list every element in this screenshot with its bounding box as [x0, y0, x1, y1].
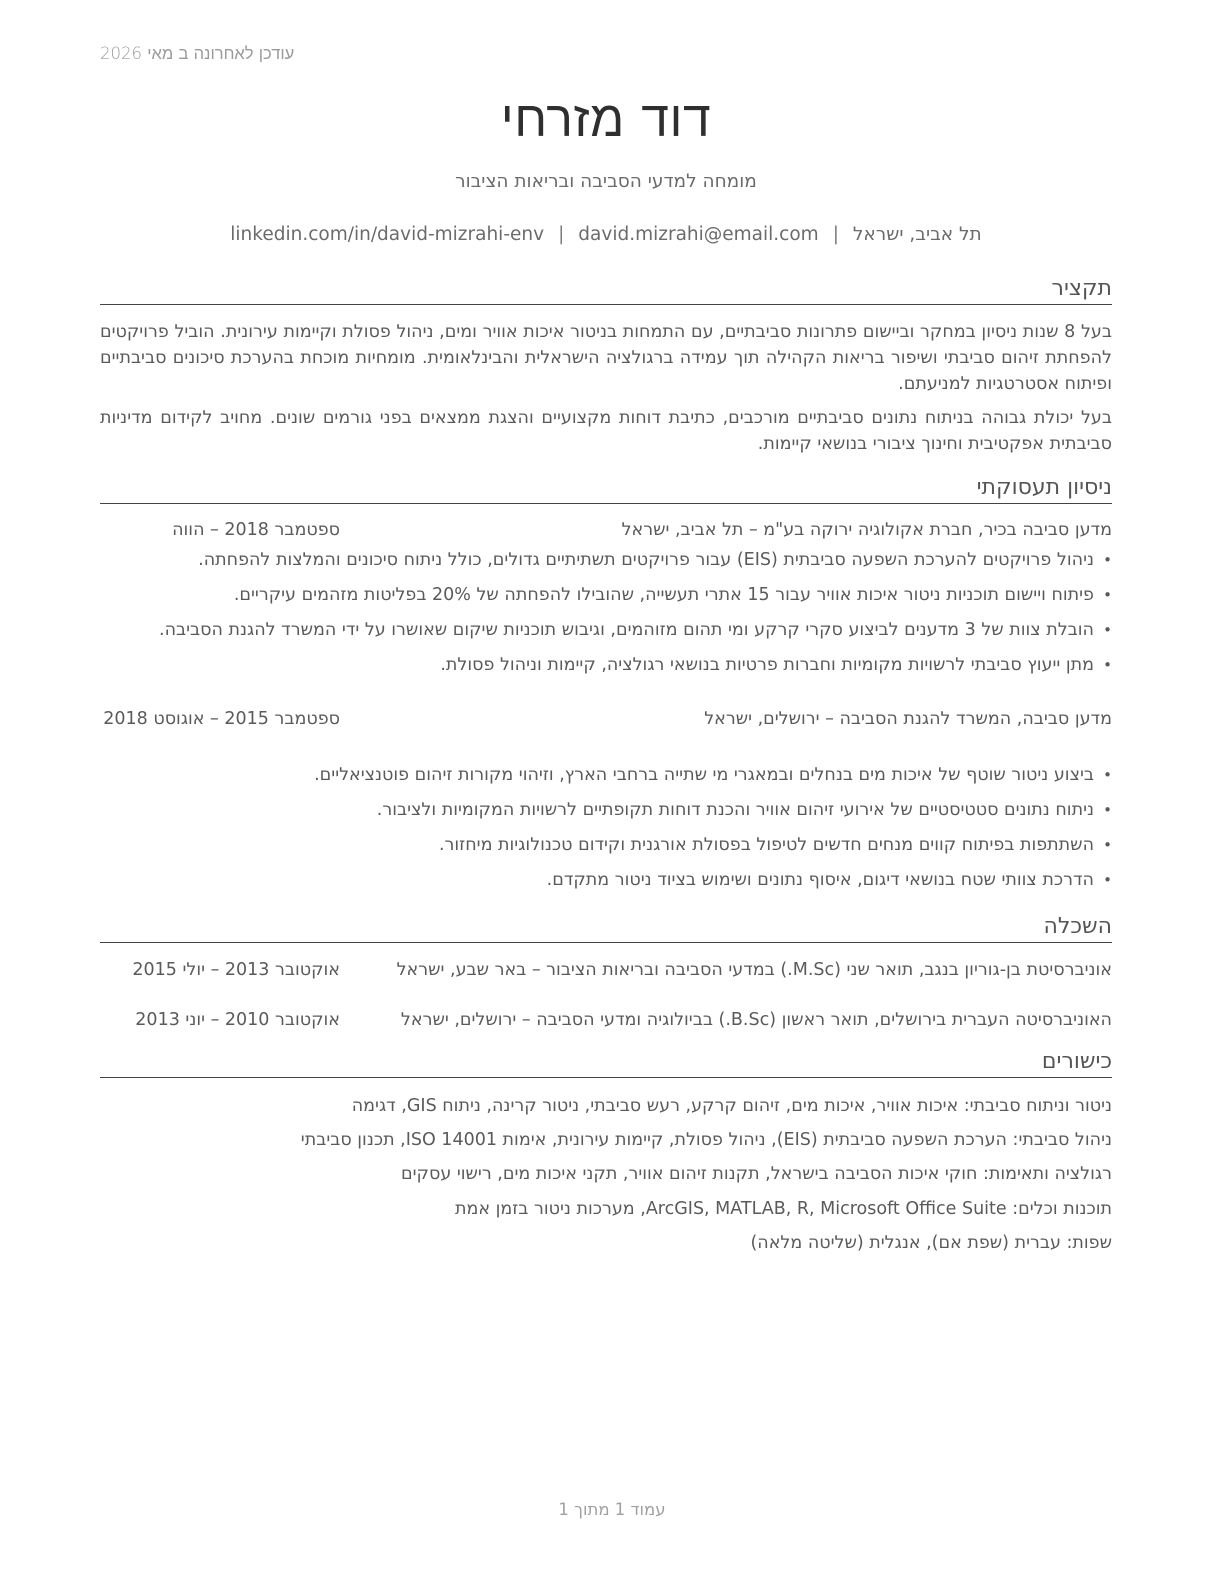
bullet-icon: • — [1103, 586, 1112, 604]
list-item — [100, 797, 1112, 832]
contact-linkedin[interactable]: linkedin.com/in/david-mizrahi-env — [230, 224, 545, 245]
last-updated-note: עודכן לאחרונה ב מאי 2026 — [100, 44, 295, 63]
job-dates: ספטמבר 2015 – אוגוסט 2018 — [103, 709, 340, 729]
job-header — [100, 517, 1112, 543]
job-dates: ספטמבר 2018 – הווה — [172, 520, 340, 540]
bullet-icon: • — [1103, 801, 1112, 819]
list-item — [100, 547, 1112, 582]
education-dates: אוקטובר 2010 – יוני 2013 — [135, 1010, 340, 1030]
contact-separator: | — [558, 224, 565, 245]
list-item — [100, 652, 1112, 687]
education-title: האוניברסיטה העברית בירושלים, תואר ראשון (B.Sc.) בביולוגיה ומדעי הסביבה – ירושלים, ישראל — [400, 1010, 1112, 1030]
job-title: מדען סביבה, המשרד להגנת הסביבה – ירושלים, ישראל — [704, 709, 1112, 729]
skill-line: רגולציה ותאימות: חוקי איכות הסביבה בישראל, תקנות זיהום אוויר, תקני איכות מים, רישוי עסקים — [401, 1164, 1112, 1184]
bullet-icon: • — [1103, 766, 1112, 784]
bullet-text: ניתוח נתונים סטטיסטיים של אירועי זיהום אוויר והכנת דוחות תקופתיים לרשויות המקומיות ולציבור. — [376, 800, 1094, 820]
skill-line: שפות: עברית (שפת אם), אנגלית (שליטה מלאה) — [750, 1233, 1112, 1253]
education-dates: אוקטובר 2013 – יולי 2015 — [132, 960, 340, 980]
contact-line — [100, 222, 1112, 248]
summary-paragraph: בעל יכולת גבוהה בניתוח נתונים סביבתיים מורכבים, כתיבת דוחות מקצועיים והצגת ממצאים בפני גורמים שונים. מחויב לקידום מדיניות סביבתית אפקטיבית וחינוך ציבורי בנושאי קיימות. — [100, 408, 1112, 454]
education-title: אוניברסיטת בן-גוריון בנגב, תואר שני (M.Sc.) במדעי הסביבה ובריאות הציבור – באר שבע, ישראל — [396, 960, 1112, 980]
bullet-text: השתתפות בפיתוח קווים מנחים חדשים לטיפול בפסולת אורגנית וקידום טכנולוגיות מיחזור. — [438, 835, 1094, 855]
list-item — [100, 832, 1112, 867]
contact-email[interactable]: david.mizrahi@email.com — [578, 224, 819, 245]
contact-separator: | — [832, 224, 839, 245]
education-item — [100, 1007, 1112, 1033]
candidate-name: דוד מזרחי — [500, 90, 712, 148]
section-heading-summary: תקציר — [100, 274, 1112, 305]
section-heading-skills: כישורים — [100, 1047, 1112, 1078]
bullet-text: הדרכת צוותי שטח בנושאי דיגום, איסוף נתונים ושימוש בציוד ניטור מתקדם. — [546, 870, 1094, 890]
bullet-icon: • — [1103, 621, 1112, 639]
skill-line: ניטור וניתוח סביבתי: איכות אוויר, איכות מים, זיהום קרקע, רעש סביבתי, ניטור קרינה, ניתוח GIS, דגימה — [351, 1096, 1112, 1116]
bullet-text: ניהול פרויקטים להערכת השפעה סביבתית (EIS) עבור פרויקטים תשתיתיים גדולים, כולל ניתוח סיכונים והמלצות להפחתה. — [198, 550, 1094, 570]
bullet-icon: • — [1103, 836, 1112, 854]
section-heading-education: השכלה — [100, 912, 1112, 943]
job-header — [100, 706, 1112, 758]
bullet-icon: • — [1103, 656, 1112, 674]
page-number: עמוד 1 מתוך 1 — [558, 1500, 666, 1519]
bullet-text: הובלת צוות של 3 מדענים לביצוע סקרי קרקע ומי תהום מזוהמים, וגיבוש תוכניות שיקום שאושרו על ידי המשרד להגנת הסביבה. — [159, 620, 1094, 640]
contact-location: תל אביב, ישראל — [852, 224, 982, 245]
list-item — [100, 867, 1112, 902]
list-item — [100, 582, 1112, 617]
job-bullets — [100, 762, 1112, 902]
section-heading-experience: ניסיון תעסוקתי — [100, 473, 1112, 504]
summary-paragraph: בעל 8 שנות ניסיון במחקר וביישום פתרונות סביבתיים, עם התמחות בניטור איכות אוויר ומים, ניהול פסולת וקיימות עירונית. הוביל פרויקטים להפחתת זיהום סביבתי ושיפור בריאות הקהילה תוך עמידה ברגולציה הישראלית והבינלאומית. מומחיות מוכחת בהערכת סיכונים סביבתיים ופיתוח אסטרטגיות למניעתם. — [100, 322, 1112, 394]
job-bullets — [100, 547, 1112, 687]
skill-line: תוכנות וכלים: ArcGIS, MATLAB, R, Microsoft Office Suite, מערכות ניטור בזמן אמת — [454, 1199, 1112, 1219]
bullet-icon: • — [1103, 551, 1112, 569]
bullet-text: פיתוח ויישום תוכניות ניטור איכות אוויר עבור 15 אתרי תעשייה, שהובילו להפחתה של 20% בפליטות מזהמים עיקריים. — [233, 585, 1094, 605]
list-item — [100, 762, 1112, 797]
candidate-subtitle: מומחה למדעי הסביבה ובריאות הציבור — [455, 171, 757, 192]
bullet-icon: • — [1103, 871, 1112, 889]
bullet-text: ביצוע ניטור שוטף של איכות מים בנחלים ובמאגרי מי שתייה ברחבי הארץ, וזיהוי מקורות זיהום פוטנציאליים. — [314, 765, 1094, 785]
education-item — [100, 957, 1112, 983]
job-title: מדען סביבה בכיר, חברת אקולוגיה ירוקה בע"מ – תל אביב, ישראל — [621, 520, 1112, 540]
bullet-text: מתן ייעוץ סביבתי לרשויות מקומיות וחברות פרטיות בנושאי רגולציה, קיימות וניהול פסולת. — [440, 655, 1094, 675]
list-item — [100, 617, 1112, 652]
skill-line: ניהול סביבתי: הערכת השפעה סביבתית (EIS), ניהול פסולת, קיימות עירונית, אימות ISO 14001, תכנון סביבתי — [300, 1130, 1112, 1150]
